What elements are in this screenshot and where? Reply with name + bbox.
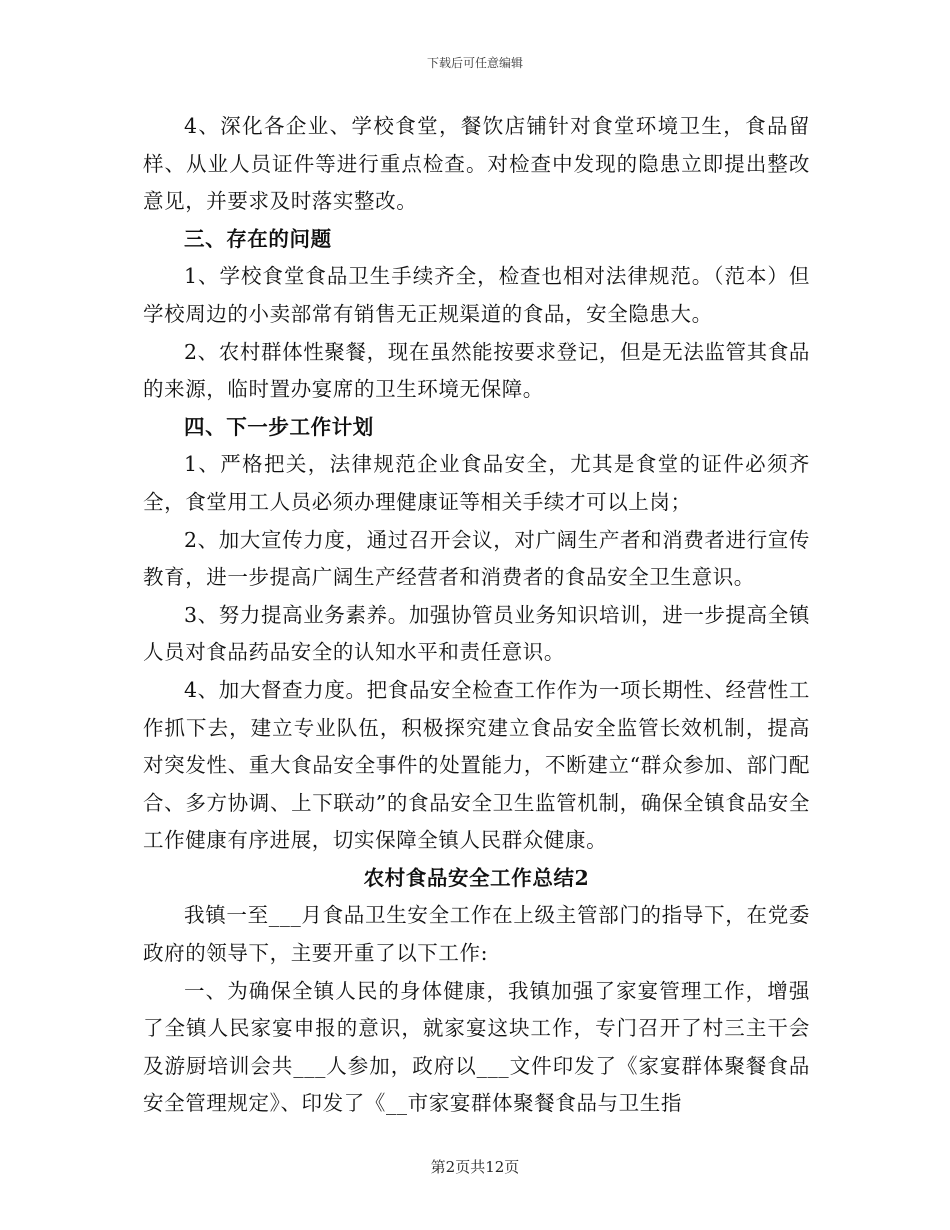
download-edit-note: 下载后可任意编辑	[426, 56, 523, 70]
paragraph-plan-3: 3、努力提高业务素养。加强协管员业务知识培训，进一步提高全镇人员对食品药品安全的认知水平和责任意识。	[143, 602, 810, 665]
paragraph-plan-2: 2、加大宣传力度，通过召开会议，对广阔生产者和消费者进行宣传教育，进一步提高广阔生产经营者和消费者的食品安全卫生意识。	[143, 527, 810, 590]
paragraph-problem-2: 2、农村群体性聚餐，现在虽然能按要求登记，但是无法监管其食品的来源，临时置办宴席的卫生环境无保障。	[143, 339, 810, 402]
document-title-summary-2: 农村食品安全工作总结2	[363, 865, 590, 890]
section-heading-next-plan: 四、下一步工作计划	[184, 414, 374, 439]
paragraph-summary-intro: 我镇一至___月食品卫生安全工作在上级主管部门的指导下，在党委政府的领导下，主要开重了以下工作:	[143, 903, 810, 966]
page-indicator: 第2页共12页	[430, 1158, 520, 1176]
section-heading-problems: 三、存在的问题	[184, 226, 332, 251]
paragraph-plan-4: 4、加大督查力度。把食品安全检查工作作为一项长期性、经营性工作抓下去，建立专业队伍，积极探究建立食品安全监管长效机制，提高对突发性、重大食品安全事件的处置能力，不断建立“群众参加、部门配合、多方协调、上下联动”的食品安全卫生监管机制，确保全镇食品安全工作健康有序进展，切实保障全镇人民群众健康。	[143, 677, 810, 853]
paragraph-problem-1: 1、学校食堂食品卫生手续齐全，检查也相对法律规范。（范本）但学校周边的小卖部常有销售无正规渠道的食品，安全隐患大。	[143, 264, 810, 326]
document-body	[143, 108, 810, 1123]
paragraph-plan-1: 1、严格把关，法律规范企业食品安全，尤其是食堂的证件必须齐全，食堂用工人员必须办理健康证等相关手续才可以上岗；	[143, 452, 810, 514]
paragraph-family-banquet: 一、为确保全镇人民的身体健康，我镇加强了家宴管理工作，增强了全镇人民家宴申报的意识，就家宴这块工作，专门召开了村三主干会及游厨培训会共___人参加，政府以___文件印发了《家宴群体聚餐食品安全管理规定》、印发了《__市家宴群体聚餐食品与卫生指	[143, 978, 810, 1116]
paragraph-inspection-item-4: 4、深化各企业、学校食堂，餐饮店铺针对食堂环境卫生，食品留样、从业人员证件等进行重点检查。对检查中发现的隐患立即提出整改意见，并要求及时落实整改。	[143, 114, 810, 214]
